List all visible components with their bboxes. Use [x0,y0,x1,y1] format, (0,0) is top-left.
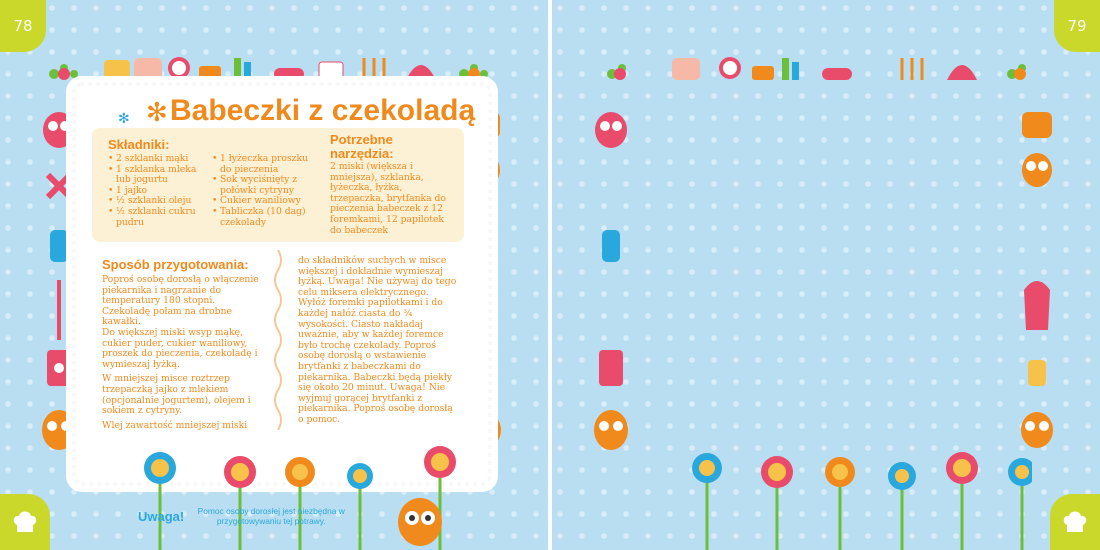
tools-heading: Potrzebne narzędzia: [330,132,394,161]
list-item: • 1 łyżeczka proszku do pieczenia [212,154,308,175]
left-page [0,0,548,550]
flowers-decoration-right [612,440,1032,550]
method-paragraph: Wlej zawartość mniejszej miski [102,419,248,431]
list-item: • 1 szklanka mleka lub jogurtu [108,165,200,186]
kitchen-border-top-right [602,52,1042,88]
tools-text: 2 miski (większa i mniejsza), szklanka, łyżeczka, łyżka, trzepaczka, brytfanka do pieczenia babeczek z 12 foremkami, 12 papilotek do babeczek [330,161,446,236]
note-box [138,506,350,526]
page-number-right: 79 [1054,0,1100,52]
list-item: • Tabliczka (10 dag) czekolady [212,207,308,228]
note-label: Uwaga! [138,508,185,524]
method-paragraph: Poproś osobę dorosłą o włączenie piekarnika i nagrzanie do temperatury 180 stopni. [102,274,259,307]
list-item: • ½ szklanki oleju [108,196,200,207]
method-col-2: do składników suchych w misce większej i dokładnie wymieszaj łyżką. Uwaga! Nie używaj do tego celu miksera elektrycznego. Wyłóż foremki papilotkami i do każdej nałóż ciasta do ¾ wysokości. Ciasto nakładaj uważnie, aby w każdej foremce było trochę czekolady. Poproś osobę dorosłą o wstawienie brytfanki z babeczkami do piekarnika. Babeczki będą piekły się około 20 minut. Uwaga! Nie wyjmuj gorącej brytfanki z piekarnika. Poproś osobę dorosłą o pomoc. [298,255,457,425]
ingredients-heading: Składniki: [108,137,170,152]
ingredients-list-2 [212,154,308,228]
note-text: Pomoc osoby dorosłej jest niezbędna w przygotowywaniu tej potrawy. [197,506,345,526]
wavy-divider [270,250,286,430]
list-item: • Cukier waniliowy [212,196,308,207]
right-page [552,0,1100,550]
list-item: • 2 szklanki mąki [108,154,200,165]
chef-hat-icon [0,494,50,550]
method-col-1 [102,275,262,431]
list-item: • ½ szklanki cukru pudru [108,207,200,228]
chef-hat-icon [1050,494,1100,550]
method-paragraph: Czekoladę połam na drobne kawałki. [102,305,232,328]
page-number-left: 78 [0,0,46,52]
recipe-title: Babeczki z czekoladą [170,94,476,127]
flowers-decoration-left [60,440,480,550]
asterisk-icon: ✻ [146,98,168,128]
method-paragraph: Do większej miski wsyp mąkę, cukier puder, cukier waniliowy, proszek do pieczenia, czekoladę i wymieszaj łyżką. [102,326,258,370]
method-heading: Sposób przygotowania: [102,257,249,272]
small-asterisk-icon: ✻ [118,111,130,127]
list-item: • Sok wyciśnięty z połówki cytryny [212,175,308,196]
list-item: • 1 jajko [108,186,200,197]
ingredients-list-1 [108,154,200,228]
method-paragraph: W mniejszej misce roztrzep trzepaczką jajko z mlekiem (opcjonalnie jogurtem), olejem i sokiem z cytryny. [102,373,251,417]
